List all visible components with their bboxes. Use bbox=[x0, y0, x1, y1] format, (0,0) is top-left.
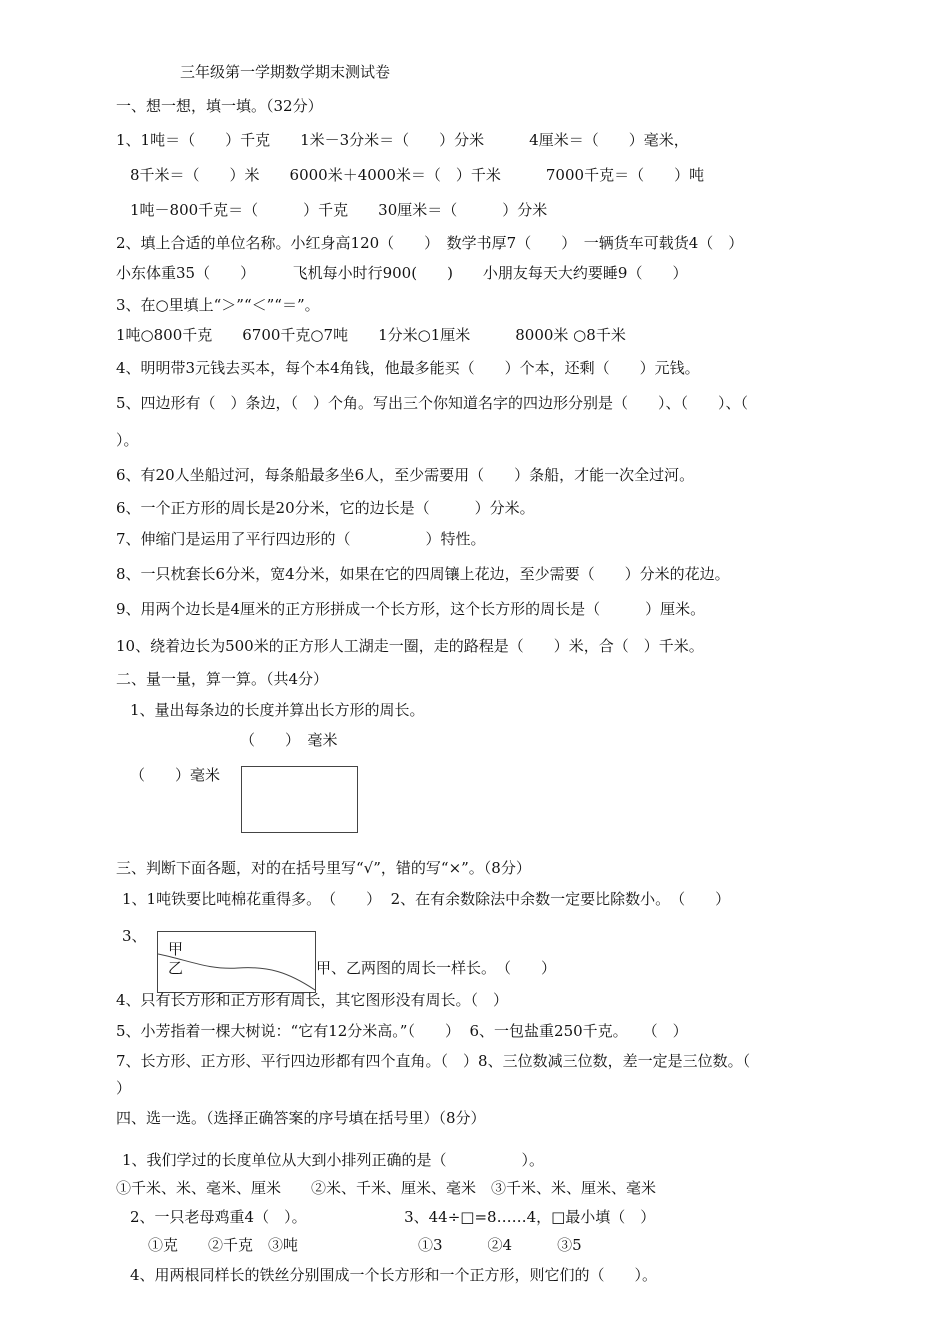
question-5b: ）。 bbox=[116, 431, 139, 449]
question-3-items: 1吨○800千克 6700千克○7吨 1分米○1厘米 8000米 ○8千米 bbox=[116, 326, 626, 344]
question-10: 10、绕着边长为500米的正方形人工湖走一圈，走的路程是（ ）米，合（ ）千米。 bbox=[116, 637, 704, 655]
rectangle-top-label: （ ） 毫米 bbox=[240, 731, 338, 749]
question-9: 9、用两个边长是4厘米的正方形拼成一个长方形，这个长方形的周长是（ ）厘米。 bbox=[116, 600, 706, 618]
question-8: 8、一只枕套长6分米，宽4分米，如果在它的四周镶上花边，至少需要（ ）分米的花边。 bbox=[116, 565, 730, 583]
question-2b: 小东体重35（ ） 飞机每小时行900( ) 小朋友每天大约要睡9（ ） bbox=[116, 264, 688, 282]
section-2-heading: 二、量一量，算一算。（共4分） bbox=[116, 670, 329, 688]
judge-questions-7-8b: ） bbox=[116, 1079, 132, 1097]
judge-questions-5-6: 5、小芳指着一棵大树说：“它有12分米高。”（ ） 6、一包盐重250千克。 （ ） bbox=[116, 1022, 688, 1040]
judge-question-3-number: 3、 bbox=[122, 927, 147, 945]
judge-question-3-text: 甲、乙两图的周长一样长。 （ ） bbox=[316, 959, 557, 977]
judge-questions-7-8a: 7、长方形、正方形、平行四边形都有四个直角。（ ）8、三位数减三位数，差一定是三位数。（ bbox=[116, 1052, 751, 1070]
choice-question-1-options: ①千米、米、毫米、厘米 ②米、千米、厘米、毫米 ③千米、米、厘米、毫米 bbox=[116, 1179, 657, 1197]
choice-questions-2-3-options: ①克 ②千克 ③吨 ①3 ②4 ③5 bbox=[148, 1236, 582, 1254]
section-3-heading: 三、判断下面各题，对的在括号里写“√”，错的写“×”。（8分） bbox=[116, 859, 531, 877]
measure-rectangle bbox=[241, 766, 358, 833]
question-6b: 6、一个正方形的周长是20分米，它的边长是（ ）分米。 bbox=[116, 499, 535, 517]
choice-question-1: 1、我们学过的长度单位从大到小排列正确的是（ ）。 bbox=[122, 1151, 545, 1169]
judge-question-4: 4、只有长方形和正方形有周长，其它图形没有周长。（ ） bbox=[116, 991, 509, 1009]
question-1b: 8千米＝（ ）米 6000米＋4000米＝（ ）千米 7000千克＝（ ）吨 bbox=[130, 166, 705, 184]
page-title: 三年级第一学期数学期末测试卷 bbox=[180, 63, 391, 81]
question-4: 4、明明带3元钱去买本，每个本4角钱，他最多能买（ ）个本，还剩（ ）元钱。 bbox=[116, 359, 700, 377]
question-1a: 1、1吨＝（ ）千克 1米－3分米＝（ ）分米 4厘米＝（ ）毫米， bbox=[116, 131, 689, 149]
question-2a: 2、填上合适的单位名称。小红身高120（ ） 数学书厚7（ ） 一辆货车可载货4（ ） bbox=[116, 234, 744, 252]
section-4-heading: 四、选一选。（选择正确答案的序号填在括号里）（8分） bbox=[116, 1109, 486, 1127]
section-2-question-1: 1、量出每条边的长度并算出长方形的周长。 bbox=[130, 701, 425, 719]
question-5a: 5、四边形有（ ）条边，（ ）个角。写出三个你知道名字的四边形分别是（ ）、（ ）、（ bbox=[116, 394, 749, 412]
choice-questions-2-3: 2、一只老母鸡重4（ ）。 3、44÷□=8……4，□最小填（ ） bbox=[130, 1208, 656, 1226]
question-1c: 1吨－800千克＝（ ）千克 30厘米＝（ ）分米 bbox=[130, 201, 548, 219]
question-3: 3、在○里填上“＞”“＜”“＝”。 bbox=[116, 296, 320, 314]
question-7: 7、伸缩门是运用了平行四边形的（ ）特性。 bbox=[116, 530, 486, 548]
question-6a: 6、有20人坐船过河，每条船最多坐6人，至少需要用（ ）条船，才能一次全过河。 bbox=[116, 466, 695, 484]
jia-label: 甲 bbox=[168, 940, 184, 958]
rectangle-left-label: （ ）毫米 bbox=[130, 766, 221, 784]
yi-label: 乙 bbox=[168, 959, 184, 977]
judge-questions-1-2: 1、1吨铁要比吨棉花重得多。 （ ） 2、在有余数除法中余数一定要比除数小。 （ ） bbox=[122, 890, 731, 908]
section-1-heading: 一、想一想，填一填。（32分） bbox=[116, 97, 323, 115]
choice-question-4: 4、用两根同样长的铁丝分别围成一个长方形和一个正方形，则它们的（ ）。 bbox=[130, 1266, 658, 1284]
